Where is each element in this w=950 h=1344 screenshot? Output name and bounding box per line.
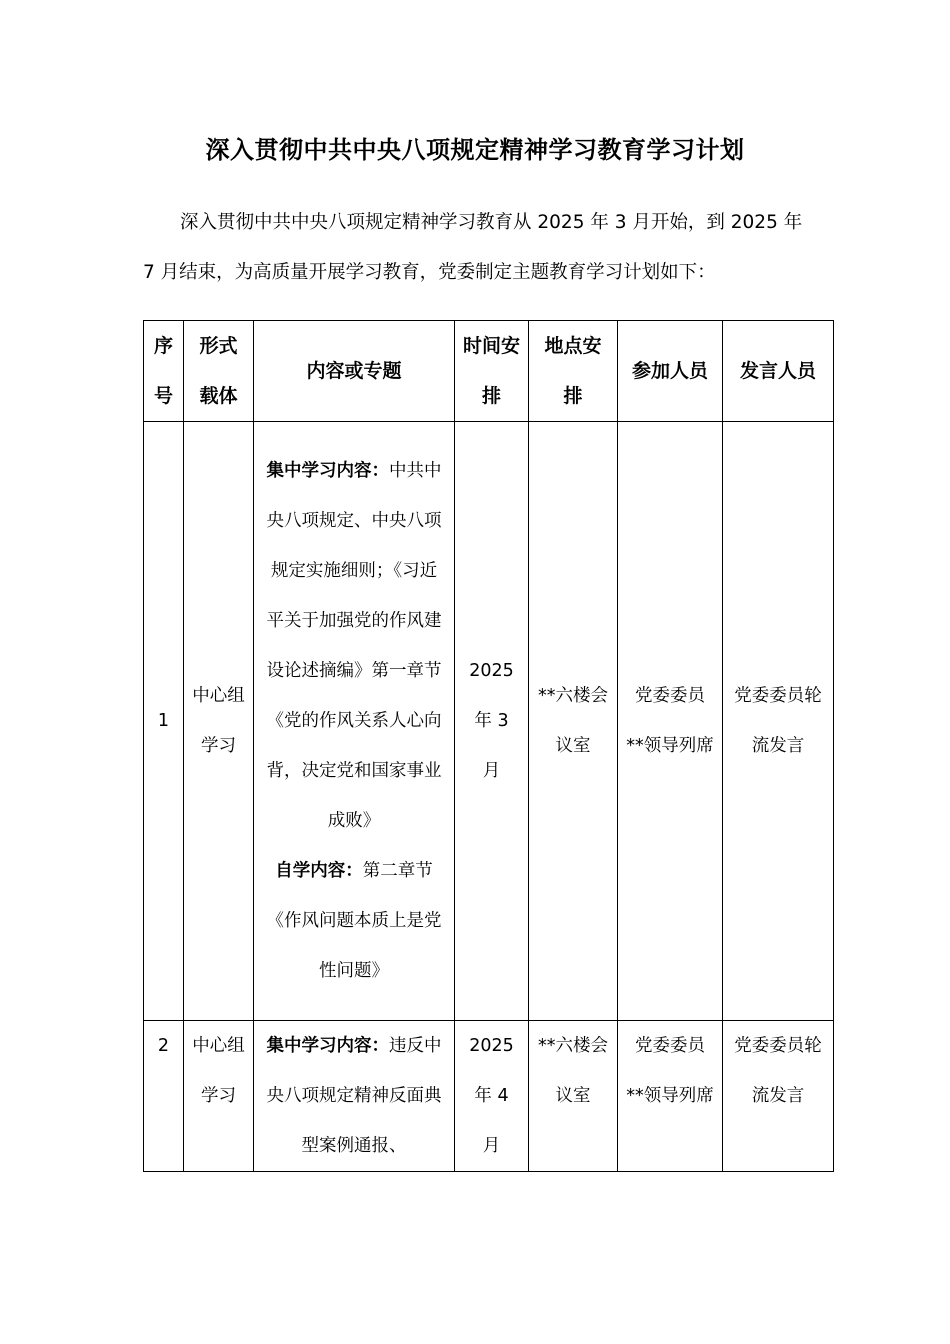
content-label-collective: 集中学习内容： — [266, 1036, 389, 1056]
header-attendees: 参加人员 — [618, 321, 723, 422]
study-plan-table — [143, 320, 834, 1172]
row-content — [254, 1021, 455, 1172]
document-title: 深入贯彻中共中央八项规定精神学习教育学习计划 — [205, 136, 745, 164]
header-form: 形式载体 — [184, 321, 254, 422]
header-place: 地点安排 — [529, 321, 618, 422]
content-label-self-study: 自学内容： — [275, 861, 363, 881]
content-text-collective: 违反中央八项规定精神反面典型案例通报、 — [266, 1036, 442, 1156]
header-seq: 序号 — [144, 321, 184, 422]
row-place: **六楼会议室 — [529, 1021, 618, 1172]
row-speakers: 党委委员轮流发言 — [723, 1021, 834, 1172]
row-seq: 2 — [144, 1021, 184, 1172]
header-content: 内容或专题 — [254, 321, 455, 422]
content-text-collective: 中共中央八项规定、中央八项规定实施细则；《习近平关于加强党的作风建设论述摘编》第一章节《党的作风关系人心向背，决定党和国家事业成败》 — [266, 461, 442, 831]
row-time: 2025 年 3 月 — [455, 422, 529, 1021]
intro-paragraph: 深入贯彻中共中央八项规定精神学习教育从 2025 年 3 月开始，到 2025 年 7 月结束，为高质量开展学习教育，党委制定主题教育学习计划如下： — [143, 212, 803, 283]
row-form: 中心组学习 — [184, 422, 254, 1021]
table-row — [144, 1021, 834, 1172]
row-content — [254, 422, 455, 1021]
row-time: 2025 年 4 月 — [455, 1021, 529, 1172]
row-place: **六楼会议室 — [529, 422, 618, 1021]
table-row — [144, 422, 834, 1021]
row-speakers: 党委委员轮流发言 — [723, 422, 834, 1021]
content-text-self-study: 第二章节《作风问题本质上是党性问题》 — [266, 861, 442, 981]
row-seq: 1 — [144, 422, 184, 1021]
row-attendees: 党委委员 **领导列席 — [618, 1021, 723, 1172]
row-form: 中心组学习 — [184, 1021, 254, 1172]
header-speakers: 发言人员 — [723, 321, 834, 422]
content-label-collective: 集中学习内容： — [266, 461, 389, 481]
row-attendees: 党委委员 **领导列席 — [618, 422, 723, 1021]
table-header-row — [144, 321, 834, 422]
header-time: 时间安排 — [455, 321, 529, 422]
